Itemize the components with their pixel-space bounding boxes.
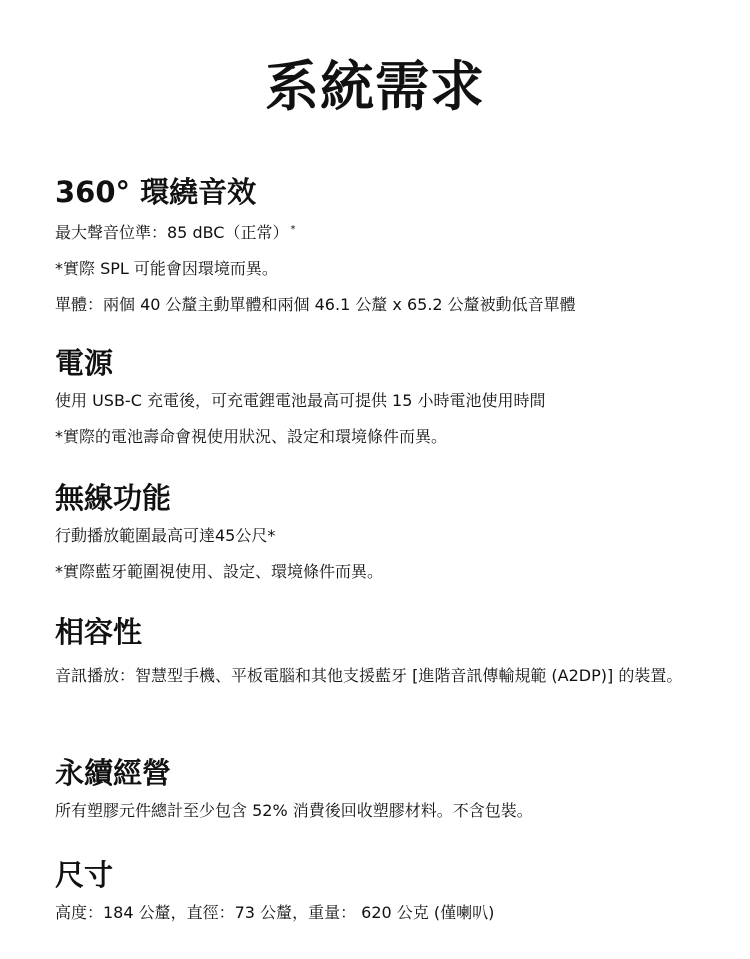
section-heading: 無線功能 [55,481,172,515]
section-surround-sound [55,172,715,329]
page-title: 系統需求 [265,55,485,118]
section-heading: 電源 [55,346,114,380]
wireless-range-text: 行動播放範圍最高可達45公尺* [55,526,276,545]
section-heading: 360° 環繞音效 [55,175,257,209]
section-sustainability [55,753,715,835]
battery-note-text: *實際的電池壽命會視使用狀況、設定和環境條件而異。 [55,427,448,446]
section-wireless [55,478,715,596]
section-compatibility [55,612,715,694]
section-heading: 尺寸 [55,858,114,892]
battery-life-text: 使用 USB-C 充電後，可充電鋰電池最高可提供 15 小時電池使用時間 [55,391,546,410]
section-heading: 相容性 [55,615,143,649]
recycled-plastic-text: 所有塑膠元件總計至少包含 52% 消費後回收塑膠材料。不含包裝。 [55,801,533,820]
spl-note-text: *實際 SPL 可能會因環境而異。 [55,259,278,278]
section-power [55,343,715,461]
footnote-mark: * [290,224,296,235]
section-heading: 永續經營 [55,756,172,790]
driver-spec-text: 單體：兩個 40 公釐主動單體和兩個 46.1 公釐 x 65.2 公釐被動低音單體 [55,295,576,314]
max-sound-level-text [55,218,715,245]
section-dimensions [55,855,715,937]
max-sound-level-value: 最大聲音位準：85 dBC（正常） [55,223,289,242]
compatibility-text: 音訊播放：智慧型手機、平板電腦和其他支援藍牙 [進階音訊傳輸規範 (A2DP)] 的裝置。 [55,666,683,685]
wireless-note-text: *實際藍牙範圍視使用、設定、環境條件而異。 [55,562,384,581]
dimensions-text: 高度：184 公釐，直徑：73 公釐，重量： 620 公克 (僅喇叭) [55,903,495,922]
